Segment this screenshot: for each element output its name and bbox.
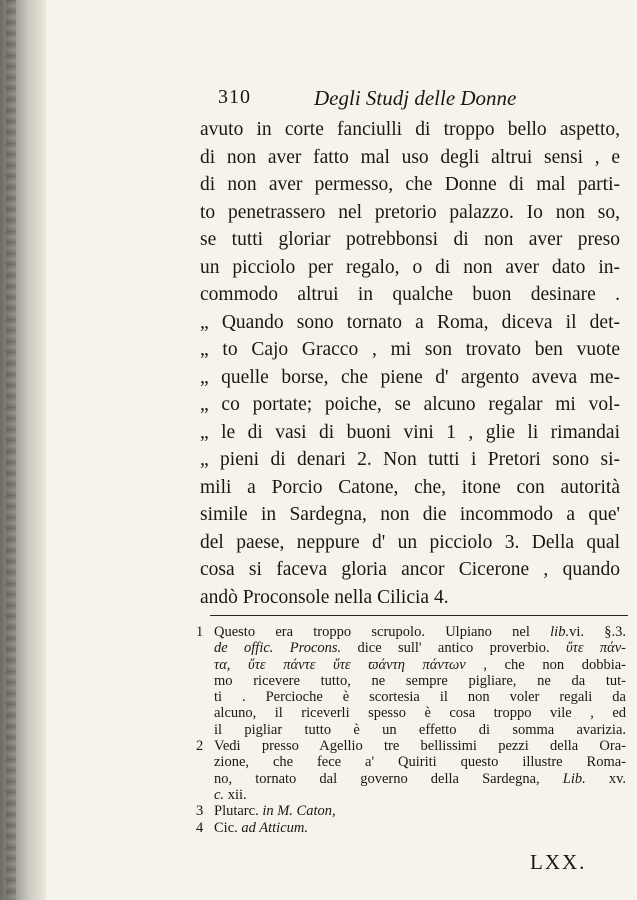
text-line: un picciolo per regalo, o di non aver dato in- bbox=[200, 256, 620, 278]
text-line: di non aver permesso, che Donne di mal parti- bbox=[200, 174, 620, 195]
text-line: commodo altrui in qualche buon desinare . bbox=[200, 284, 620, 305]
footnote-4 bbox=[196, 820, 626, 836]
text-line: andò Proconsole nella Cilicia 4. bbox=[200, 586, 449, 608]
text-line: „ le di vasi di buoni vini 1 , glie li rimandai bbox=[200, 421, 620, 443]
footnote-divider bbox=[210, 615, 628, 616]
footnote-marker: 3 bbox=[196, 803, 204, 820]
text-line: avuto in corte fanciulli di troppo bello aspetto, bbox=[200, 119, 620, 140]
footnote-line: Vedi presso Agellio tre bellissimi pezzi della Ora- bbox=[214, 738, 626, 755]
footnotes bbox=[196, 624, 626, 836]
main-text bbox=[200, 116, 620, 611]
footnote-line: zione, che fece a' Quiriti questo illustre Roma- bbox=[214, 754, 626, 771]
text-line: „ pieni di denari 2. Non tutti i Pretori sono si- bbox=[200, 449, 620, 470]
footnote-marker: 4 bbox=[196, 819, 204, 836]
signature-mark: LXX. bbox=[530, 850, 587, 874]
page-number: 310 bbox=[218, 86, 251, 108]
page-header bbox=[46, 86, 637, 116]
book-binding-edge bbox=[0, 0, 46, 900]
footnote-2 bbox=[196, 738, 626, 803]
footnote-marker: 1 bbox=[196, 624, 204, 640]
text-line: mili a Porcio Catone, che, itone con autorità bbox=[200, 476, 620, 498]
footnote-marker: 2 bbox=[196, 738, 204, 755]
footnote-line: de offic. Procons. dice sull' antico proverbio. ὔτε πάν- bbox=[214, 640, 627, 657]
footnote-line: Plutarc. in M. Caton, bbox=[214, 803, 336, 820]
footnote-line: alcuno, il riceverli spesso è cosa troppo vile , ed bbox=[214, 705, 626, 722]
text-line: „ to Cajo Gracco , mi son trovato ben vuote bbox=[200, 339, 620, 360]
text-line: „ Quando sono tornato a Roma, diceva il det- bbox=[200, 311, 620, 333]
footnote-line: Cic. ad Atticum. bbox=[214, 819, 308, 836]
running-title: Degli Studj delle Donne bbox=[314, 86, 517, 110]
text-line: „ co portate; poiche, se alcuno regalar mi vol- bbox=[200, 394, 620, 415]
text-line: di non aver fatto mal uso degli altrui sensi , e bbox=[200, 146, 620, 168]
text-line: simile in Sardegna, non die incommodo a que' bbox=[200, 504, 620, 525]
footnote-line: Questo era troppo scrupolo. Ulpiano nel lib.vi. §.3. bbox=[214, 624, 626, 640]
footnote-line: il pigliar tutto è un effetto di somma avarizia. bbox=[214, 721, 626, 738]
text-line: to penetrassero nel pretorio palazzo. Io non so, bbox=[200, 201, 620, 223]
text-line: del paese, neppure d' un picciolo 3. Della qual bbox=[200, 531, 620, 553]
text-line: cosa si faceva gloria ancor Cicerone , quando bbox=[200, 559, 620, 580]
footnote-line: c. xii. bbox=[214, 786, 247, 803]
footnote-line: mo ricevere tutto, ne sempre pigliare, ne da tut- bbox=[214, 672, 626, 689]
footnote-line: ti . Percioche è scortesia il non voler regali da bbox=[214, 689, 626, 706]
footnote-1 bbox=[196, 624, 626, 738]
book-page bbox=[46, 0, 637, 900]
text-line: „ quelle borse, che piene d' argento aveva me- bbox=[200, 366, 620, 388]
footnote-3 bbox=[196, 803, 626, 819]
footnote-line: no, tornato dal governo della Sardegna, Lib. xv. bbox=[214, 770, 626, 787]
footnote-line: τα, ὔτε πάντε ὔτε ϖάντη πάντων , che non dobbia- bbox=[214, 656, 626, 673]
text-line: se tutti gloriar potrebbonsi di non aver preso bbox=[200, 229, 620, 250]
